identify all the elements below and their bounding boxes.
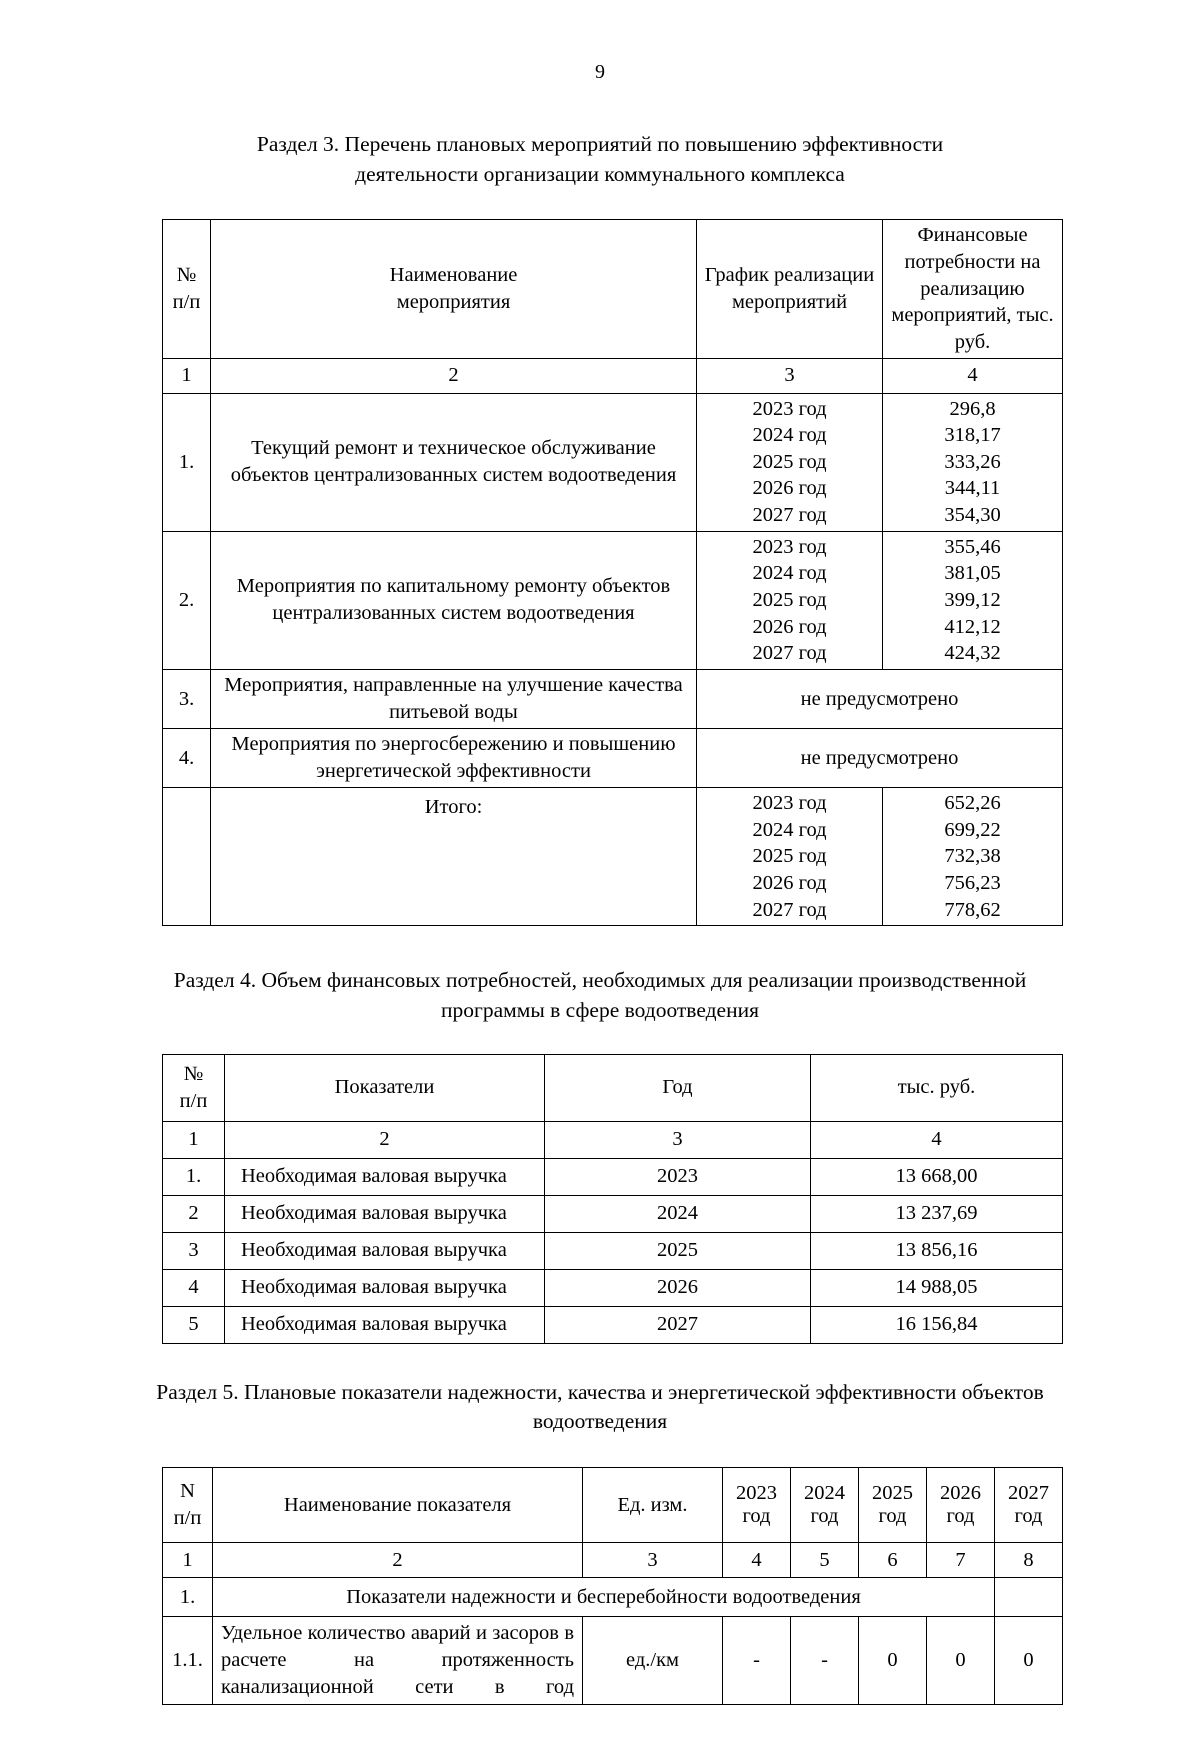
value-item: 756,23	[944, 872, 1001, 895]
header-schedule-line2: мероприятий	[731, 290, 848, 313]
row-value-2027: 0	[995, 1616, 1063, 1704]
colnum-1: 1	[163, 1542, 213, 1577]
value-item: 354,30	[944, 504, 1001, 527]
group-row-label: Показатели надежности и бесперебойности водоотведения	[213, 1577, 995, 1616]
header-cell-number	[163, 1054, 225, 1121]
colnum-3: 3	[545, 1121, 811, 1158]
row-number: 4.	[163, 729, 211, 788]
table-header-row	[163, 1467, 1063, 1542]
table-header-row	[163, 220, 1063, 358]
header-year-value: 2023	[736, 1481, 777, 1504]
value-item: 344,11	[944, 477, 1001, 500]
header-cell-unit: Ед. изм.	[583, 1467, 723, 1542]
section4-table	[162, 1054, 1063, 1344]
table-row	[163, 729, 1063, 788]
colnum-1: 1	[163, 358, 211, 393]
row-value-2024: -	[791, 1616, 859, 1704]
section4-title-line1: Раздел 4. Объем финансовых потребностей, необходимых для реализации производственной	[173, 968, 1027, 993]
year-item: 2026 год	[752, 477, 827, 500]
total-label: Итого:	[211, 788, 697, 926]
row-number: 2.	[163, 531, 211, 669]
value-item: 399,12	[944, 589, 1001, 611]
header-year-word: год	[1014, 1504, 1043, 1527]
year-item: 2024 год	[752, 818, 827, 841]
header-year-value: 2024	[804, 1481, 845, 1504]
table-row	[163, 1232, 1063, 1269]
table-row	[163, 531, 1063, 669]
section4-title	[140, 966, 1060, 1025]
table-row	[163, 669, 1063, 728]
header-number-line1: N	[180, 1480, 195, 1503]
header-year-value: 2027	[1008, 1481, 1049, 1504]
header-schedule-line1: График реализации	[704, 264, 875, 287]
header-cell-name	[211, 220, 697, 358]
header-cell-indicators: Показатели	[225, 1054, 545, 1121]
section3-title-line1: Раздел 3. Перечень плановых мероприятий по повышению эффективности	[256, 132, 944, 156]
row-year: 2024	[545, 1195, 811, 1232]
row-measure-name: Текущий ремонт и техническое обслуживание объектов централизованных систем водоотведения	[211, 393, 697, 531]
year-item: 2027 год	[752, 642, 827, 665]
row-merged-value: не предусмотрено	[697, 669, 1063, 728]
section5-title	[140, 1378, 1060, 1437]
row-measure-name: Мероприятия по энергосбережению и повышению энергетической эффективности	[211, 729, 697, 788]
year-item: 2025 год	[752, 589, 827, 611]
page-number: 9	[595, 61, 605, 83]
header-year-word: год	[946, 1504, 975, 1527]
row-number: 5	[163, 1306, 225, 1343]
row-value: 16 156,84	[811, 1306, 1063, 1343]
row-number: 1.	[163, 393, 211, 531]
row-measure-name: Мероприятия по капитальному ремонту объектов централизованных систем водоотведения	[211, 531, 697, 669]
header-cell-number	[163, 1467, 213, 1542]
row-value-2025: 0	[859, 1616, 927, 1704]
year-item: 2025 год	[752, 845, 827, 868]
row-number: 3	[163, 1232, 225, 1269]
colnum-4: 4	[883, 358, 1063, 393]
value-item: 318,17	[944, 424, 1001, 447]
header-cell-year-2024	[791, 1467, 859, 1542]
section5-table	[162, 1467, 1063, 1705]
row-year: 2026	[545, 1269, 811, 1306]
row-value: 14 988,05	[811, 1269, 1063, 1306]
header-number-line2: п/п	[173, 1506, 202, 1529]
colnum-2: 2	[213, 1542, 583, 1577]
row-indicator: Необходимая валовая выручка	[225, 1269, 545, 1306]
row-indicator: Необходимая валовая выручка	[225, 1158, 545, 1195]
colnum-3: 3	[583, 1542, 723, 1577]
value-item: 699,22	[944, 818, 1001, 841]
year-item: 2026 год	[752, 615, 827, 638]
row-indicator: Необходимая валовая выручка	[225, 1195, 545, 1232]
value-item: 652,26	[944, 792, 1001, 815]
value-item: 412,12	[944, 615, 1001, 638]
header-cell-year: Год	[545, 1054, 811, 1121]
colnum-6: 6	[859, 1542, 927, 1577]
value-item: 424,32	[944, 642, 1001, 665]
row-years	[697, 531, 883, 669]
table-row	[163, 393, 1063, 531]
group-row-number: 1.	[163, 1577, 213, 1616]
value-item: 778,62	[944, 898, 1001, 921]
row-values	[883, 393, 1063, 531]
year-item: 2023 год	[752, 397, 827, 420]
year-item: 2024 год	[752, 424, 827, 447]
colnum-1: 1	[163, 1121, 225, 1158]
row-number: 2	[163, 1195, 225, 1232]
document-page	[0, 62, 1200, 1759]
header-year-value: 2025	[872, 1481, 913, 1504]
row-value: 13 856,16	[811, 1232, 1063, 1269]
table-total-row	[163, 788, 1063, 926]
colnum-8: 8	[995, 1542, 1063, 1577]
row-year: 2027	[545, 1306, 811, 1343]
table-column-numbers-row	[163, 1542, 1063, 1577]
row-indicator: Необходимая валовая выручка	[225, 1232, 545, 1269]
header-year-value: 2026	[940, 1481, 981, 1504]
section3-title	[230, 130, 970, 189]
group-row-empty	[995, 1577, 1063, 1616]
row-merged-value: не предусмотрено	[697, 729, 1063, 788]
year-item: 2024 год	[752, 562, 827, 585]
value-item: 333,26	[944, 450, 1001, 473]
header-cell-year-2026	[927, 1467, 995, 1542]
table-row	[163, 1306, 1063, 1343]
row-value: 13 237,69	[811, 1195, 1063, 1232]
header-year-word: год	[878, 1504, 907, 1527]
row-year: 2025	[545, 1232, 811, 1269]
header-cell-year-2023	[723, 1467, 791, 1542]
row-measure-name: Мероприятия, направленные на улучшение качества питьевой воды	[211, 669, 697, 728]
header-number-line1: №	[183, 1062, 204, 1085]
header-cell-year-2027	[995, 1467, 1063, 1542]
header-cell-schedule	[697, 220, 883, 358]
row-values	[883, 531, 1063, 669]
section3-table	[162, 219, 1063, 926]
table-group-row	[163, 1577, 1063, 1616]
total-years	[697, 788, 883, 926]
year-item: 2025 год	[752, 450, 827, 473]
total-row-number	[163, 788, 211, 926]
colnum-2: 2	[211, 358, 697, 393]
colnum-7: 7	[927, 1542, 995, 1577]
table-row	[163, 1269, 1063, 1306]
year-item: 2023 год	[752, 792, 827, 815]
table-column-numbers-row	[163, 358, 1063, 393]
row-value: 13 668,00	[811, 1158, 1063, 1195]
colnum-2: 2	[225, 1121, 545, 1158]
row-number: 4	[163, 1269, 225, 1306]
colnum-3: 3	[697, 358, 883, 393]
header-number-line1: №	[176, 264, 197, 287]
row-years	[697, 393, 883, 531]
header-name-line1: Наименование	[389, 264, 518, 287]
year-item: 2027 год	[752, 504, 827, 527]
row-year: 2023	[545, 1158, 811, 1195]
row-value-2026: 0	[927, 1616, 995, 1704]
header-cell-number	[163, 220, 211, 358]
colnum-4: 4	[723, 1542, 791, 1577]
row-value-2023: -	[723, 1616, 791, 1704]
row-indicator-name: Удельное количество аварий и засоров в расчете на протяженность канализационной сети в год	[213, 1616, 583, 1704]
section5-title-line1: Раздел 5. Плановые показатели надежности, качества и энергетической эффективности объектов	[156, 1379, 1044, 1404]
header-name-line2: мероприятия	[396, 290, 511, 313]
header-cell-indicator-name: Наименование показателя	[213, 1467, 583, 1542]
header-year-word: год	[742, 1504, 771, 1527]
table-header-row	[163, 1054, 1063, 1121]
year-item: 2026 год	[752, 872, 827, 895]
header-number-line2: п/п	[172, 290, 201, 313]
header-number-line2: п/п	[179, 1089, 208, 1112]
row-indicator: Необходимая валовая выручка	[225, 1306, 545, 1343]
year-item: 2027 год	[752, 898, 827, 921]
table-row	[163, 1616, 1063, 1704]
section5-title-line2: водоотведения	[532, 1409, 668, 1434]
table-row	[163, 1158, 1063, 1195]
value-item: 381,05	[944, 562, 1001, 585]
row-number: 1.1.	[163, 1616, 213, 1704]
header-year-word: год	[810, 1504, 839, 1527]
section4-title-line2: программы в сфере водоотведения	[441, 997, 759, 1022]
row-unit: ед./км	[583, 1616, 723, 1704]
table-row	[163, 1195, 1063, 1232]
header-cell-finance: Финансовые потребности на реализацию мероприятий, тыс. руб.	[883, 220, 1063, 358]
header-cell-year-2025	[859, 1467, 927, 1542]
total-values	[883, 788, 1063, 926]
value-item: 355,46	[944, 535, 1001, 558]
table-column-numbers-row	[163, 1121, 1063, 1158]
year-item: 2023 год	[752, 535, 827, 558]
value-item: 296,8	[949, 397, 996, 420]
header-cell-thousand-rub: тыс. руб.	[811, 1054, 1063, 1121]
row-number: 1.	[163, 1158, 225, 1195]
row-number: 3.	[163, 669, 211, 728]
colnum-4: 4	[811, 1121, 1063, 1158]
section3-title-line2: деятельности организации коммунального комплекса	[355, 161, 845, 186]
value-item: 732,38	[944, 845, 1001, 868]
colnum-5: 5	[791, 1542, 859, 1577]
